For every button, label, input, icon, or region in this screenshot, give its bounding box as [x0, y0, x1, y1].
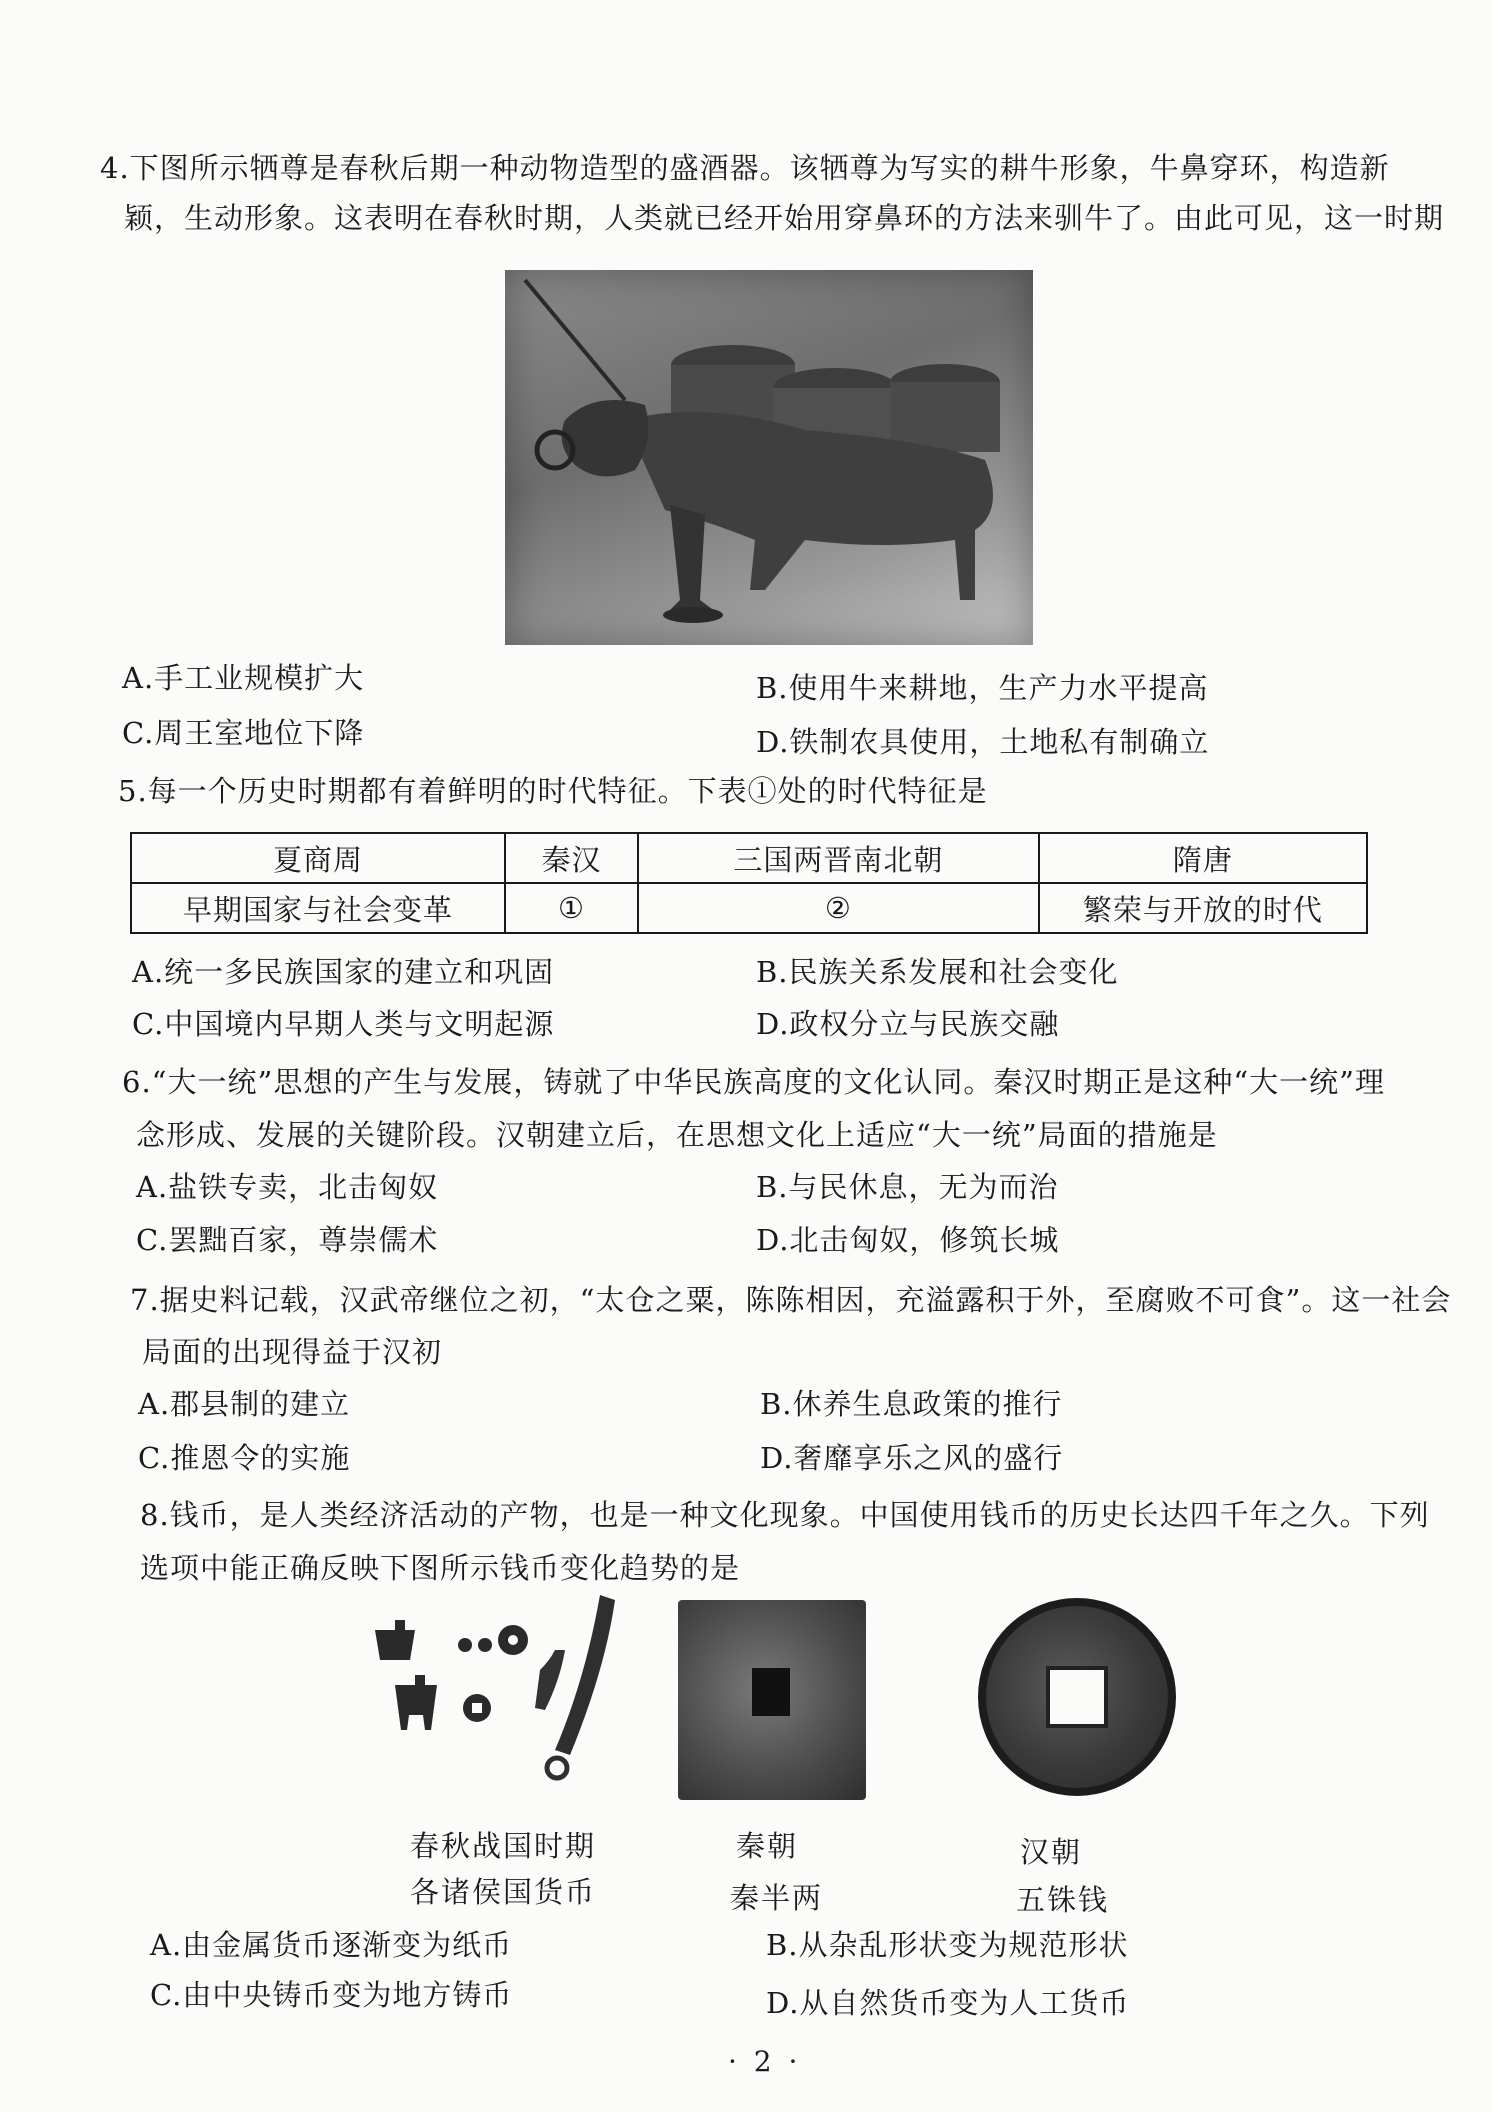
q7-option-b[interactable]: B.休养生息政策的推行	[760, 1387, 1063, 1421]
coin-square-hole	[1046, 1666, 1108, 1728]
table-cell: ①	[505, 883, 638, 933]
caption-warring-states-1: 春秋战国时期	[410, 1829, 597, 1863]
table-header-cell: 夏商周	[131, 833, 505, 883]
q8-option-c[interactable]: C.由中央铸币变为地方铸币	[150, 1978, 513, 2012]
q7-option-a[interactable]: A.郡县制的建立	[138, 1387, 351, 1421]
ox-zun-photo	[505, 270, 1033, 645]
q6-option-c[interactable]: C.罢黜百家，尊崇儒术	[136, 1223, 439, 1257]
ox-zun-image	[505, 270, 1033, 645]
q4-stem-line1: 4.下图所示牺尊是春秋后期一种动物造型的盛酒器。该牺尊为写实的耕牛形象，牛鼻穿环，构造新	[100, 151, 1390, 185]
q4-option-d[interactable]: D.铁制农具使用，土地私有制确立	[756, 725, 1210, 759]
q5-stem: 5.每一个历史时期都有着鲜明的时代特征。下表①处的时代特征是	[118, 774, 988, 808]
table-header-cell: 三国两晋南北朝	[638, 833, 1039, 883]
q7-stem-line1: 7.据史料记载，汉武帝继位之初，“太仓之粟，陈陈相因，充溢露积于外，至腐败不可食”。这一社会	[130, 1283, 1452, 1317]
q8-option-b[interactable]: B.从杂乱形状变为规范形状	[766, 1928, 1129, 1962]
table-row	[131, 833, 1367, 883]
q4-option-a[interactable]: A.手工业规模扩大	[122, 661, 365, 695]
caption-han-1: 汉朝	[1020, 1835, 1083, 1869]
q8-stem-line2: 选项中能正确反映下图所示钱币变化趋势的是	[140, 1551, 741, 1585]
caption-han-2: 五铢钱	[1016, 1883, 1110, 1917]
q4-option-c[interactable]: C.周王室地位下降	[122, 716, 365, 750]
table-row	[131, 883, 1367, 933]
q5-option-c[interactable]: C.中国境内早期人类与文明起源	[132, 1007, 555, 1041]
warring-states-coins	[365, 1590, 635, 1805]
era-table	[130, 832, 1368, 934]
page-number: · 2 ·	[728, 2045, 802, 2078]
q6-stem-line2: 念形成、发展的关键阶段。汉朝建立后，在思想文化上适应“大一统”局面的措施是	[136, 1118, 1218, 1152]
q5-option-a[interactable]: A.统一多民族国家的建立和巩固	[132, 955, 555, 989]
q8-option-d[interactable]: D.从自然货币变为人工货币	[766, 1986, 1130, 2020]
table-cell: ②	[638, 883, 1039, 933]
han-wuzhu-coin	[978, 1598, 1176, 1796]
q4-option-b[interactable]: B.使用牛来耕地，生产力水平提高	[756, 671, 1209, 705]
q7-option-d[interactable]: D.奢靡享乐之风的盛行	[760, 1441, 1064, 1475]
caption-qin-2: 秦半两	[730, 1881, 824, 1915]
q8-option-a[interactable]: A.由金属货币逐渐变为纸币	[150, 1928, 513, 1962]
q6-option-d[interactable]: D.北击匈奴，修筑长城	[756, 1223, 1060, 1257]
qin-banliang-coin	[678, 1600, 866, 1800]
q5-option-b[interactable]: B.民族关系发展和社会变化	[756, 955, 1119, 989]
q5-option-d[interactable]: D.政权分立与民族交融	[756, 1007, 1060, 1041]
q6-stem-line1: 6.“大一统”思想的产生与发展，铸就了中华民族高度的文化认同。秦汉时期正是这种“大一统”理	[122, 1065, 1385, 1099]
q6-option-b[interactable]: B.与民休息，无为而治	[756, 1170, 1059, 1204]
q6-option-a[interactable]: A.盐铁专卖，北击匈奴	[136, 1170, 439, 1204]
table-cell: 繁荣与开放的时代	[1039, 883, 1367, 933]
q4-stem-line2: 颖，生动形象。这表明在春秋时期，人类就已经开始用穿鼻环的方法来驯牛了。由此可见，这一时期	[124, 201, 1445, 235]
caption-qin-1: 秦朝	[736, 1829, 799, 1863]
spade-knife-coins-image	[365, 1590, 635, 1805]
table-cell: 早期国家与社会变革	[131, 883, 505, 933]
coin-square-hole	[752, 1668, 790, 1716]
q7-stem-line2: 局面的出现得益于汉初	[142, 1335, 443, 1369]
table-header-cell: 隋唐	[1039, 833, 1367, 883]
q8-stem-line1: 8.钱币，是人类经济活动的产物，也是一种文化现象。中国使用钱币的历史长达四千年之久。下列	[140, 1498, 1430, 1532]
caption-warring-states-2: 各诸侯国货币	[410, 1875, 597, 1909]
q7-option-c[interactable]: C.推恩令的实施	[138, 1441, 351, 1475]
table-header-cell: 秦汉	[505, 833, 638, 883]
